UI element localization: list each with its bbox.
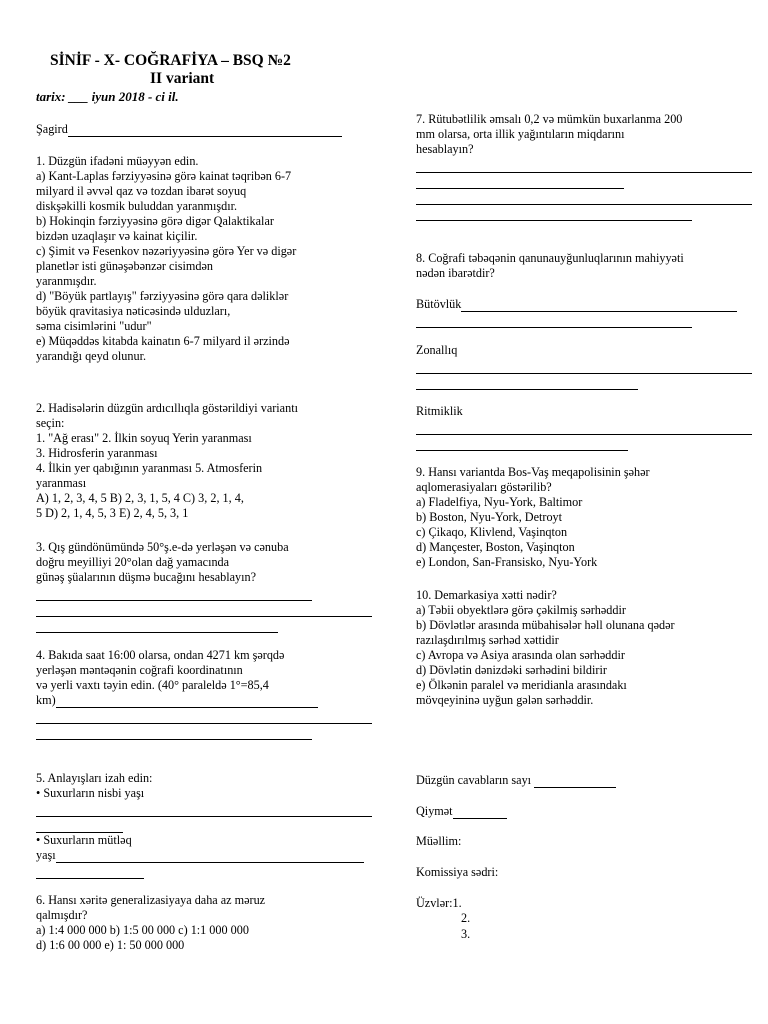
q10-line: mövqeyininə uyğun gələn sərhəddir. (416, 693, 594, 707)
q4-line: yerləşən məntəqənin coğrafi koordinatının (36, 663, 243, 677)
question-1-text: 1. Düzgün ifadəni müəyyən edin. (36, 154, 199, 168)
student-line (36, 122, 372, 137)
q10-line: 10. Demarkasiya xətti nədir? (416, 588, 557, 602)
grade (416, 804, 752, 819)
member-2: 2. (461, 911, 471, 925)
teacher: Müəllim: (416, 834, 462, 848)
q3-line: doğru meyilliyi 20°olan dağ yamacında (36, 555, 230, 569)
q6-line: d) 1:6 00 000 e) 1: 50 000 000 (36, 938, 185, 952)
q4-line: və yerli vaxtı təyin edin. (40° paraleldə 1°=85,4 (36, 678, 269, 692)
q10-line: d) Dövlətin dənizdəki sərhədini bildirir (416, 663, 607, 677)
answer-line[interactable] (416, 313, 692, 328)
question-1 (36, 154, 372, 364)
q4-line: km) (36, 693, 56, 707)
q8-line: nədən ibarətdir? (416, 266, 495, 280)
q1-line: milyard il əvvəl qaz və tozdan ibarət soyuq (36, 184, 247, 198)
q10-line: e) Ölkənin paralel və meridianla arasındakı (416, 678, 627, 692)
answer-line[interactable] (416, 359, 752, 374)
q9-line: aqlomerasiyaları göstərilib? (416, 480, 552, 494)
q7-line: hesablayın? (416, 142, 474, 156)
q1-line: c) Şimit və Fesenkov nəzəriyyəsinə görə Yer və digər (36, 244, 297, 258)
butovluk-label: Bütövlük (416, 297, 462, 311)
zonalliq-block (416, 343, 752, 390)
answer-line[interactable] (416, 375, 638, 390)
question-5 (36, 771, 372, 879)
q1-line: d) "Böyük partlayış" fərziyyəsinə görə qara dəliklər (36, 289, 289, 303)
q9-line: e) London, San-Fransisko, Nyu-York (416, 555, 598, 569)
q9-line: a) Fladelfiya, Nyu-York, Baltimor (416, 495, 583, 509)
student-name-field[interactable] (68, 123, 342, 137)
q10-line: razılaşdırılmış sərhəd xəttidir (416, 633, 559, 647)
answer-line[interactable] (36, 618, 278, 633)
answer-line[interactable] (416, 174, 624, 189)
q1-line: planetlər isti günəşəbənzər cisimdən (36, 259, 213, 273)
answer-line[interactable] (56, 694, 318, 708)
answer-line[interactable] (56, 849, 364, 863)
answer-line[interactable] (36, 586, 312, 601)
q10-line: a) Təbii obyektlərə görə çəkilmiş sərhəddir (416, 603, 626, 617)
q1-line: böyük qravitasiya nəticəsində ulduzları, (36, 304, 231, 318)
question-2 (36, 401, 372, 521)
q2-line: 5 D) 2, 1, 4, 5, 3 E) 2, 4, 5, 3, 1 (36, 506, 189, 520)
q9-line: c) Çikaqo, Klivlend, Vaşinqton (416, 525, 568, 539)
question-8 (416, 251, 752, 281)
question-10 (416, 588, 752, 708)
q8-line: 8. Coğrafi təbəqənin qanunauyğunluqlarının mahiyyəti (416, 251, 684, 265)
answer-line[interactable] (36, 725, 312, 740)
commission: Komissiya sədri: (416, 865, 499, 879)
grade-label: Qiymət (416, 804, 453, 818)
q3-line: günəş şüalarının düşmə bucağını hesablayın? (36, 570, 256, 584)
q2-line: 3. Hidrosferin yaranması (36, 446, 158, 460)
q5-item: • Suxurların mütləq (36, 833, 132, 847)
q2-line: 1. "Ağ erası" 2. İlkin soyuq Yerin yaranması (36, 431, 252, 445)
q9-line: b) Boston, Nyu-York, Detroyt (416, 510, 563, 524)
q4-line: 4. Bakıda saat 16:00 olarsa, ondan 4271 km şərqdə (36, 648, 285, 662)
q2-line: yaranması (36, 476, 87, 490)
butovluk-block (416, 297, 752, 328)
ritmiklik-block (416, 404, 752, 451)
q1-line: diskşəkilli kosmik buluddan yaranmışdır. (36, 199, 238, 213)
grade-field[interactable] (453, 805, 507, 819)
answer-line[interactable] (416, 190, 752, 205)
q7-line: mm olarsa, orta illik yağıntıların miqdarını (416, 127, 625, 141)
student-label: Şagird (36, 122, 68, 136)
q5-item: yaşı (36, 848, 56, 862)
q1-line: yarandığı qeyd olunur. (36, 349, 147, 363)
q2-line: A) 1, 2, 3, 4, 5 B) 2, 3, 1, 5, 4 C) 3, 2, 1, 4, (36, 491, 244, 505)
q6-line: 6. Hansı xəritə generalizasiyaya daha az məruz (36, 893, 266, 907)
question-6 (36, 893, 372, 953)
q1-line: səma cisimlərini "udur" (36, 319, 152, 333)
q2-line: seçin: (36, 416, 65, 430)
answer-line[interactable] (36, 602, 372, 617)
members: Üzvlər:1. (416, 896, 462, 910)
q10-line: b) Dövlətlər arasında mübahisələr həll olunana qədər (416, 618, 675, 632)
q9-line: 9. Hansı variantda Bos-Vaş meqapolisinin şəhər (416, 465, 650, 479)
question-9 (416, 465, 752, 570)
correct-count-field[interactable] (534, 774, 616, 788)
correct-count-label: Düzgün cavabların sayı (416, 773, 532, 787)
answer-line[interactable] (461, 298, 737, 312)
question-7 (416, 112, 752, 221)
answer-line[interactable] (416, 436, 628, 451)
q1-line: bizdən uzaqlaşır və kainat kiçilir. (36, 229, 198, 243)
variant-label: II variant (150, 70, 215, 87)
answer-line[interactable] (416, 158, 752, 173)
q1-line: yaranmışdır. (36, 274, 97, 288)
q9-line: d) Mançester, Boston, Vaşinqton (416, 540, 575, 554)
answer-line[interactable] (36, 818, 123, 833)
q2-line: 4. İlkin yer qabığının yaranması 5. Atmosferin (36, 461, 263, 475)
answer-line[interactable] (36, 864, 144, 879)
q2-line: 2. Hadisələrin düzgün ardıcıllıqla göstərildiyi variantı (36, 401, 298, 415)
q1-line: a) Kant-Laplas fərziyyəsinə görə kainat təqribən 6-7 (36, 169, 292, 183)
question-4 (36, 648, 372, 740)
document-title: SİNİF - X- COĞRAFİYA – BSQ №2 (50, 52, 291, 69)
q10-line: c) Avropa və Asiya arasında olan sərhəddir (416, 648, 625, 662)
question-3 (36, 540, 372, 633)
q6-line: qalmışdır? (36, 908, 88, 922)
zonalliq-label: Zonallıq (416, 343, 458, 357)
q1-line: b) Hokinqin fərziyyəsinə görə digər Qalaktikalar (36, 214, 274, 228)
correct-count (416, 773, 752, 788)
ritmiklik-label: Ritmiklik (416, 404, 463, 418)
q7-line: 7. Rütubətlilik əmsalı 0,2 və mümkün buxarlanma 200 (416, 112, 683, 126)
date-line: tarix: ___ iyun 2018 - ci il. (36, 89, 179, 104)
member-3: 3. (461, 927, 471, 941)
q6-line: a) 1:4 000 000 b) 1:5 00 000 c) 1:1 000 000 (36, 923, 249, 937)
answer-line[interactable] (36, 802, 372, 817)
answer-line[interactable] (416, 420, 752, 435)
answer-line[interactable] (36, 709, 372, 724)
answer-line[interactable] (416, 206, 692, 221)
q5-item: • Suxurların nisbi yaşı (36, 786, 145, 800)
q5-text: 5. Anlayışları izah edin: (36, 771, 153, 785)
q3-line: 3. Qış gündönümündə 50°ş.e-də yerləşən və cənuba (36, 540, 289, 554)
q1-line: e) Müqəddəs kitabda kainatın 6-7 milyard il ərzində (36, 334, 290, 348)
